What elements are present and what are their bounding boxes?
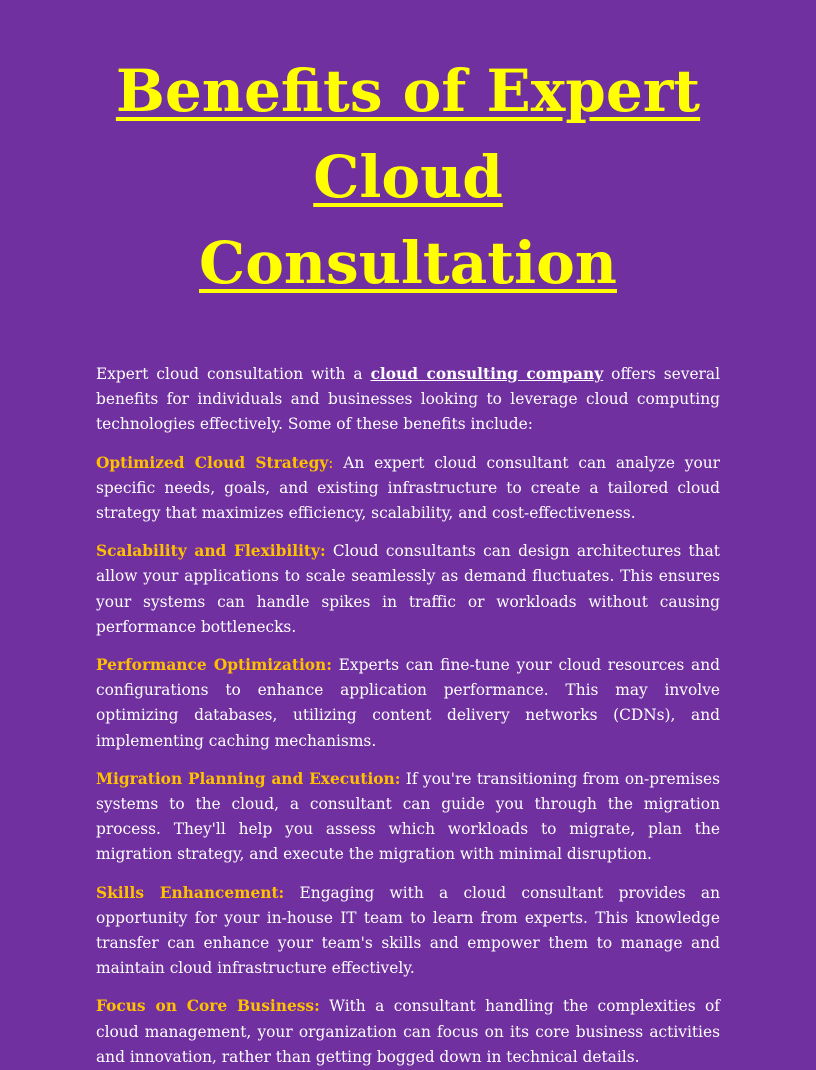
intro-text-end: offers several benefits for individuals and businesses looking to leverage cloud computing technologies effectively. Some of these benefits include: bbox=[96, 365, 721, 434]
intro-paragraph bbox=[96, 362, 720, 438]
benefit-term: Focus on Core Business: bbox=[96, 997, 320, 1016]
benefit-text: With a consultant handling the complexities of cloud management, your organization can focus on its core business activities and innovation, rather than getting bogged down in technical details. bbox=[96, 997, 720, 1066]
benefit-text: Engaging with a cloud consultant provides an opportunity for your in-house IT team to learn from experts. This knowledge transfer can enhance your team's skills and empower them to manage and maintain cloud infrastructure effectively. bbox=[96, 883, 720, 978]
benefit-text: An expert cloud consultant can analyze your specific needs, goals, and existing infrastructure to create a tailored cloud strategy that maximizes efficiency, scalability, and cost-effectiveness. bbox=[96, 453, 720, 523]
article-body bbox=[96, 362, 720, 1070]
benefit-term: Scalability and Flexibility: bbox=[96, 542, 326, 561]
benefit-paragraph-core-business bbox=[96, 994, 720, 1070]
title-line-1: Benefits of Expert bbox=[115, 57, 701, 125]
benefit-paragraph-performance bbox=[96, 653, 720, 754]
benefit-term: Optimized Cloud Strategy bbox=[96, 453, 329, 472]
benefit-term: Performance Optimization: bbox=[96, 656, 332, 675]
benefit-term: Skills Enhancement: bbox=[96, 883, 285, 902]
page-title bbox=[96, 48, 720, 306]
benefit-paragraph-optimized-strategy bbox=[96, 451, 720, 527]
benefit-text: Cloud consultants can design architectures that allow your applications to scale seamlessly as demand fluctuates. This ensures your systems can handle spikes in traffic or workloads without causing performance bottlenecks. bbox=[96, 542, 720, 636]
benefit-term-separator: : bbox=[328, 453, 334, 472]
benefit-term: Migration Planning and Execution: bbox=[96, 769, 401, 788]
benefit-paragraph-scalability bbox=[96, 539, 720, 640]
title-line-2: Cloud Consultation bbox=[199, 143, 617, 297]
benefit-paragraph-skills bbox=[96, 881, 720, 982]
benefit-text: If you're transitioning from on-premises systems to the cloud, a consultant can guide you through the migration process. They'll help you assess which workloads to migrate, plan the migration strategy, and execute the migration with minimal disruption. bbox=[96, 769, 720, 864]
benefit-text: Experts can fine-tune your cloud resources and configurations to enhance application performance. This may involve optimizing databases, utilizing content delivery networks (CDNs), and implementing caching mechanisms. bbox=[96, 656, 720, 750]
cloud-consulting-company-link[interactable]: cloud consulting company bbox=[370, 365, 604, 383]
benefit-paragraph-migration bbox=[96, 767, 720, 868]
intro-text-start: Expert cloud consultation with a bbox=[96, 365, 371, 383]
